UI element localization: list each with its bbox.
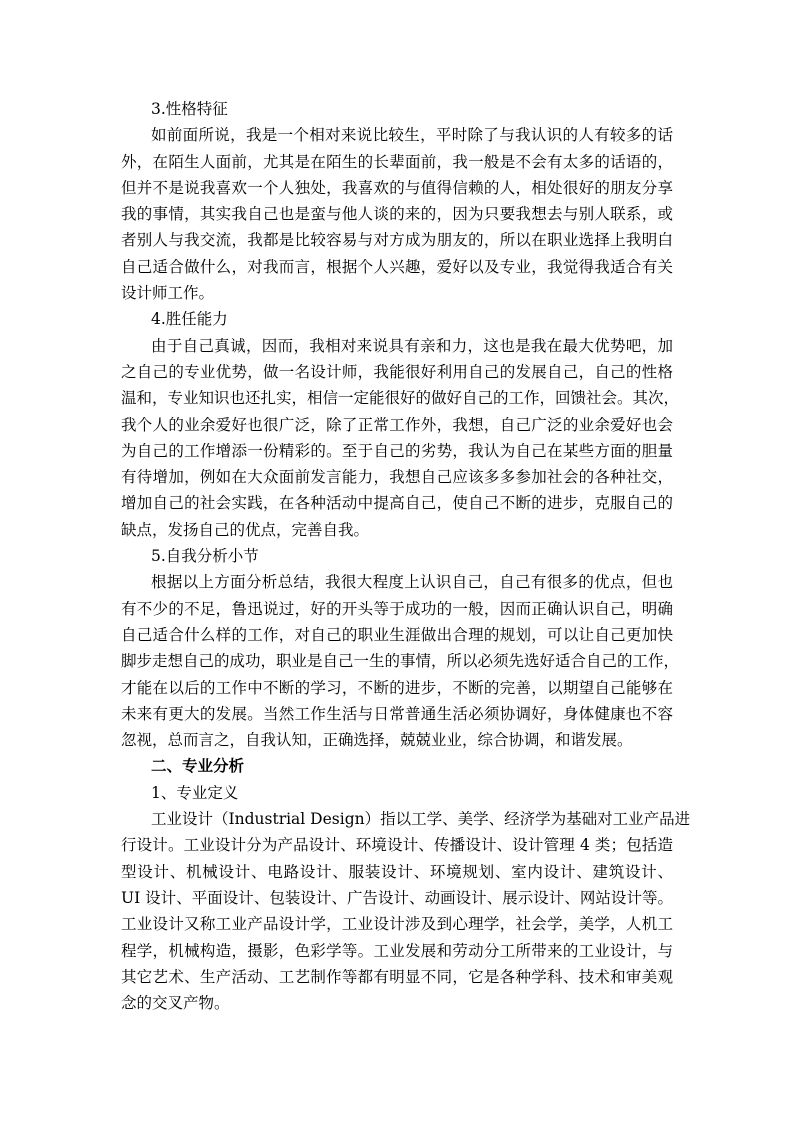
text-line: 我个人的业余爱好也很广泛，除了正常工作外，我想，自己广泛的业余爱好也会: [121, 415, 673, 434]
heading-text: 3.性格特征: [151, 100, 228, 118]
text-line: 者别人与我交流，我都是比较容易与对方成为朋友的，所以在职业选择上我明白: [121, 231, 673, 250]
paragraph: [121, 806, 691, 1016]
text-line: 根据以上方面分析总结，我很大程度上认识自己，自己有很多的优点，但也: [151, 573, 673, 592]
subsection-heading: [121, 96, 673, 122]
text-line: 之自己的专业优势，做一名设计师，我能很好利用自己的发展自己，自己的性格: [121, 362, 673, 381]
heading-text: 1、专业定义: [151, 783, 239, 802]
subsection-heading: [121, 306, 673, 332]
text-line: 自己适合什么样的工作，对自己的职业生涯做出合理的规划，可以让自己更加快: [121, 625, 673, 644]
heading-text: 二、专业分析: [151, 756, 245, 776]
text-line: 型设计、机械设计、电路设计、服装设计、环境规划、室内设计、建筑设计、: [121, 862, 673, 881]
heading-text: 5.自我分析小节: [151, 547, 259, 566]
paragraph: [121, 333, 680, 543]
text-line: 程学，机械构造，摄影，色彩学等。工业发展和劳动分工所带来的工业设计，与: [121, 941, 673, 960]
text-line: 其它艺术、生产活动、工艺制作等都有明显不同，它是各种学科、技术和审美观: [121, 967, 673, 986]
text-line: 由于自己真诚，因而，我相对来说具有亲和力，这也是我在最大优势吧，加: [151, 336, 673, 355]
text-line: 工业设计又称工业产品设计学，工业设计涉及到心理学，社会学，美学，人机工: [121, 915, 673, 934]
text-line: 才能在以后的工作中不断的学习，不断的进步，不断的完善，以期望自己能够在: [121, 678, 673, 697]
text-line: 设计师工作。: [121, 284, 215, 303]
text-line: 如前面所说，我是一个相对来说比较生，平时除了与我认识的人有较多的话: [151, 126, 673, 145]
text-line: 脚步走想自己的成功，职业是自己一生的事情，所以必须先选好适合自己的工作，: [121, 652, 680, 671]
text-line: 未来有更大的发展。当然工作生活与日常普通生活必须协调好，身体健康也不容: [121, 704, 673, 723]
document-body: [121, 96, 691, 1016]
text-line: 有待增加，例如在大众面前发言能力，我想自己应该多多参加社会的各种社交，: [121, 468, 673, 487]
subsection-heading: [121, 543, 673, 569]
text-line: 有不少的不足，鲁迅说过，好的开头等于成功的一般，因而正确认识自己，明确: [121, 599, 673, 618]
text-line: 自己适合做什么，对我而言，根据个人兴趣，爱好以及专业，我觉得我适合有关: [121, 257, 673, 276]
text-line: 缺点，发扬自己的优点，完善自我。: [121, 520, 370, 539]
text-line: 行设计。工业设计分为产品设计、环境设计、传播设计、设计管理 4 类；包括造: [121, 836, 673, 855]
text-line: 增加自己的社会实践，在各种活动中提高自己，使自己不断的进步，克服自己的: [121, 494, 673, 513]
text-line: UI 设计、平面设计、包装设计、广告设计、动画设计、展示设计、网站设计等。: [121, 888, 673, 907]
text-line: 忽视，总而言之，自我认知，正确选择，兢兢业业，综合协调，和谐发展。: [121, 731, 633, 750]
text-line: 外，在陌生人面前，尤其是在陌生的长辈面前，我一般是不会有太多的话语的，: [121, 152, 673, 171]
section-heading: [121, 753, 673, 779]
text-line: 温和，专业知识也还扎实，相信一定能很好的做好自己的工作，回馈社会。其次，: [121, 389, 680, 408]
text-line: 但并不是说我喜欢一个人独处，我喜欢的与值得信赖的人，相处很好的朋友分享: [121, 178, 673, 197]
subsection-heading: [121, 780, 673, 806]
text-line: 念的交叉产物。: [121, 994, 230, 1013]
text-line: 工业设计（Industrial Design）指以工学、美学、经济学为基础对工业产品进: [151, 810, 691, 829]
paragraph: [121, 569, 680, 753]
text-line: 我的事情，其实我自己也是蛮与他人谈的来的，因为只要我想去与别人联系，或: [121, 205, 673, 224]
text-line: 为自己的工作增添一份精彩的。至于自己的劣势，我认为自己在某些方面的胆量: [121, 441, 673, 460]
paragraph: [121, 122, 673, 306]
heading-text: 4.胜任能力: [151, 310, 228, 329]
